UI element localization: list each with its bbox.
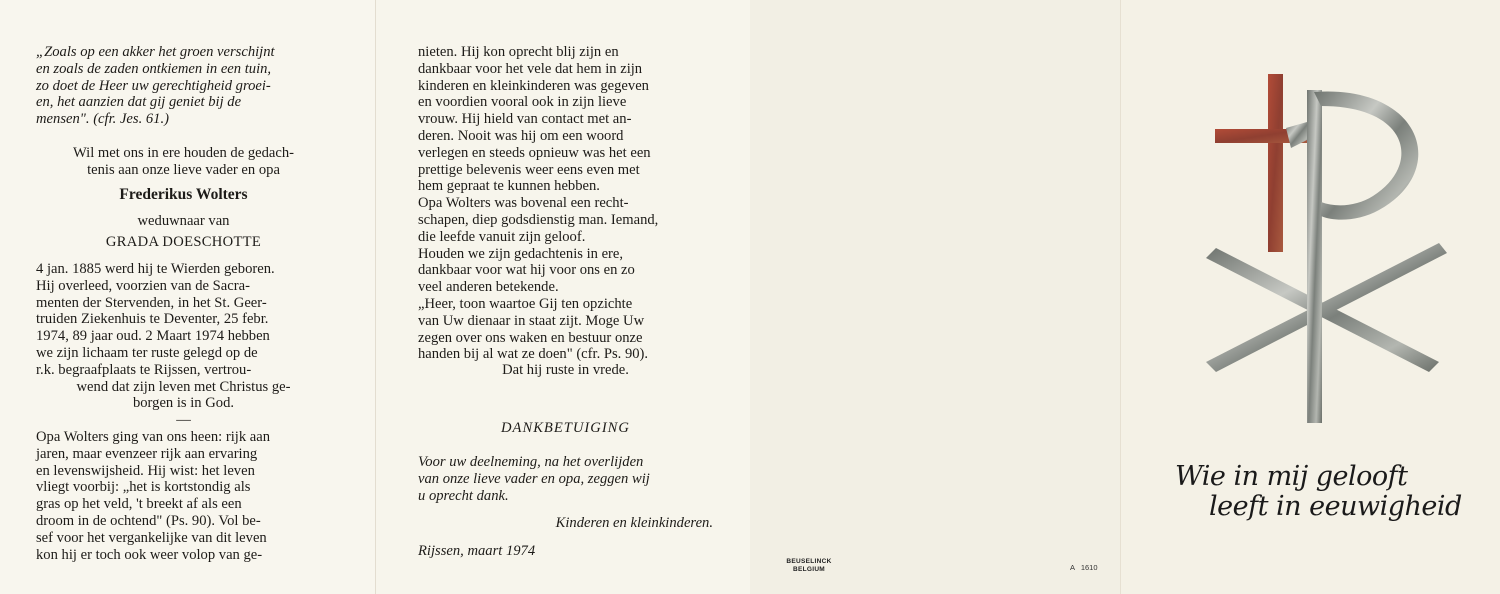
thanks-line: Voor uw deelneming, na het overlijden [418, 454, 644, 470]
signature: Kinderen en kleinkinderen. [555, 515, 713, 531]
spouse-name: GRADA DOESCHOTTE [105, 234, 262, 250]
body-line: dankbaar voor het vele dat hem in zijn [418, 60, 643, 77]
place-date: Rijssen, maart 1974 [418, 543, 536, 559]
quote-line: „Zoals op een akker het groen verschijnt [36, 44, 275, 60]
chi-rho-cross-icon [1121, 0, 1500, 440]
intro-line: Wil met ons in ere houden de gedach- [72, 145, 295, 161]
intro-text [36, 145, 331, 179]
front-cover [1120, 0, 1500, 594]
body-line: kinderen en kleinkinderen was gegeven [418, 77, 649, 94]
quote-line: en zoals de zaden ontkiemen in een tuin, [36, 60, 272, 77]
body-line: en voordien vooral ook in zijn lieve [418, 94, 627, 111]
bio-line: borgen is in God. [132, 395, 235, 412]
body-line: „Heer, toon waartoe Gij ten opzichte [418, 295, 633, 312]
body-line: deren. Nooit was hij om een woord [418, 127, 624, 144]
quote-line: en, het aanzien dat gij geniet bij de [36, 94, 242, 111]
body-line: dankbaar voor wat hij voor ons en zo [418, 262, 635, 279]
printer-imprint [774, 558, 844, 574]
bio-line: Hij overleed, voorzien van de Sacra- [36, 277, 250, 294]
intro-line: tenis aan onze lieve vader en opa [87, 161, 280, 178]
section-divider: — [176, 412, 191, 429]
body-line: nieten. Hij kon oprecht blij zijn en [418, 44, 619, 60]
body-line: veel anderen betekende. [418, 279, 559, 296]
tribute-continued [418, 44, 713, 363]
body-line: vliegt voorbij: „het is kortstondig als [36, 479, 251, 496]
cover-motto [1175, 462, 1495, 522]
tribute-text [36, 429, 331, 563]
body-line: sef voor het vergankelijke van dit leven [36, 529, 267, 546]
body-line: jaren, maar evenzeer rijk aan ervaring [36, 445, 258, 462]
rest-in-peace: Dat hij ruste in vrede. [502, 362, 629, 378]
body-line: van Uw dienaar in staat zijt. Moge Uw [418, 312, 645, 329]
bio-line: we zijn lichaam ter ruste gelegd op de [36, 344, 258, 361]
chi-strokes [1206, 243, 1447, 372]
body-line: prettige belevenis weer eens even met [418, 161, 640, 178]
body-line: vrouw. Hij hield van contact met an- [418, 111, 632, 128]
bio-line: menten der Stervenden, in het St. Geer- [36, 294, 267, 311]
body-line: droom in de ochtend" (Ps. 90). Vol be- [36, 512, 261, 529]
cross [1215, 74, 1307, 252]
bio-line: wend dat zijn leven met Christus ge- [76, 378, 291, 395]
thanks-text [418, 454, 713, 504]
bio-line: r.k. begraafplaats te Rijssen, vertrou- [36, 361, 252, 378]
body-line: en levenswijsheid. Hij wist: het leven [36, 462, 255, 479]
back-panel [750, 0, 1120, 594]
body-line: Opa Wolters ging van ons heen: rijk aan [36, 429, 271, 445]
motto-line: Wie in mij gelooft [1175, 461, 1408, 492]
motto-line: leeft in eeuwigheid [1209, 491, 1462, 522]
imprint-line: BEUSELINCK [786, 558, 832, 565]
body-line: zegen over ons waken en bestuur onze [418, 329, 643, 346]
quote-line: zo doet de Heer uw gerechtigheid groei- [36, 77, 271, 94]
bio-line: 1974, 89 jaar oud. 2 Maart 1974 hebben [36, 328, 270, 345]
print-code: A 1610 [1070, 563, 1098, 572]
deceased-name: Frederikus Wolters [119, 186, 248, 203]
imprint-line: BELGIUM [792, 566, 826, 573]
widower-label: weduwnaar van [137, 213, 230, 229]
body-line: verlegen en steeds opnieuw was het een [418, 144, 651, 161]
body-line: gras op het veld, 't breekt af als een [36, 496, 242, 513]
biography [36, 261, 331, 429]
right-page [375, 0, 750, 594]
body-line: handen bij al wat ze doen" (cfr. Ps. 90). [418, 346, 649, 363]
thanks-line: u oprecht dank. [418, 487, 509, 504]
opening-quote [36, 44, 331, 128]
quote-line: mensen". (cfr. Jes. 61.) [36, 111, 169, 128]
thanks-title: DANKBETUIGING [501, 420, 630, 436]
bio-line: 4 jan. 1885 werd hij te Wierden geboren. [36, 261, 275, 277]
body-line: kon hij er toch ook weer volop van ge- [36, 546, 263, 563]
body-line: hem gepraat te kunnen hebben. [418, 178, 600, 195]
body-line: Opa Wolters was bovenal een recht- [418, 195, 629, 212]
bio-line: truiden Ziekenhuis te Deventer, 25 febr. [36, 311, 269, 328]
body-line: schapen, diep godsdienstig man. Iemand, [418, 211, 659, 228]
left-page [0, 0, 375, 594]
body-line: Houden we zijn gedachtenis in ere, [418, 245, 624, 262]
thanks-line: van onze lieve vader en opa, zeggen wij [418, 470, 650, 487]
rho [1286, 90, 1418, 423]
body-line: die leefde vanuit zijn geloof. [418, 228, 586, 245]
